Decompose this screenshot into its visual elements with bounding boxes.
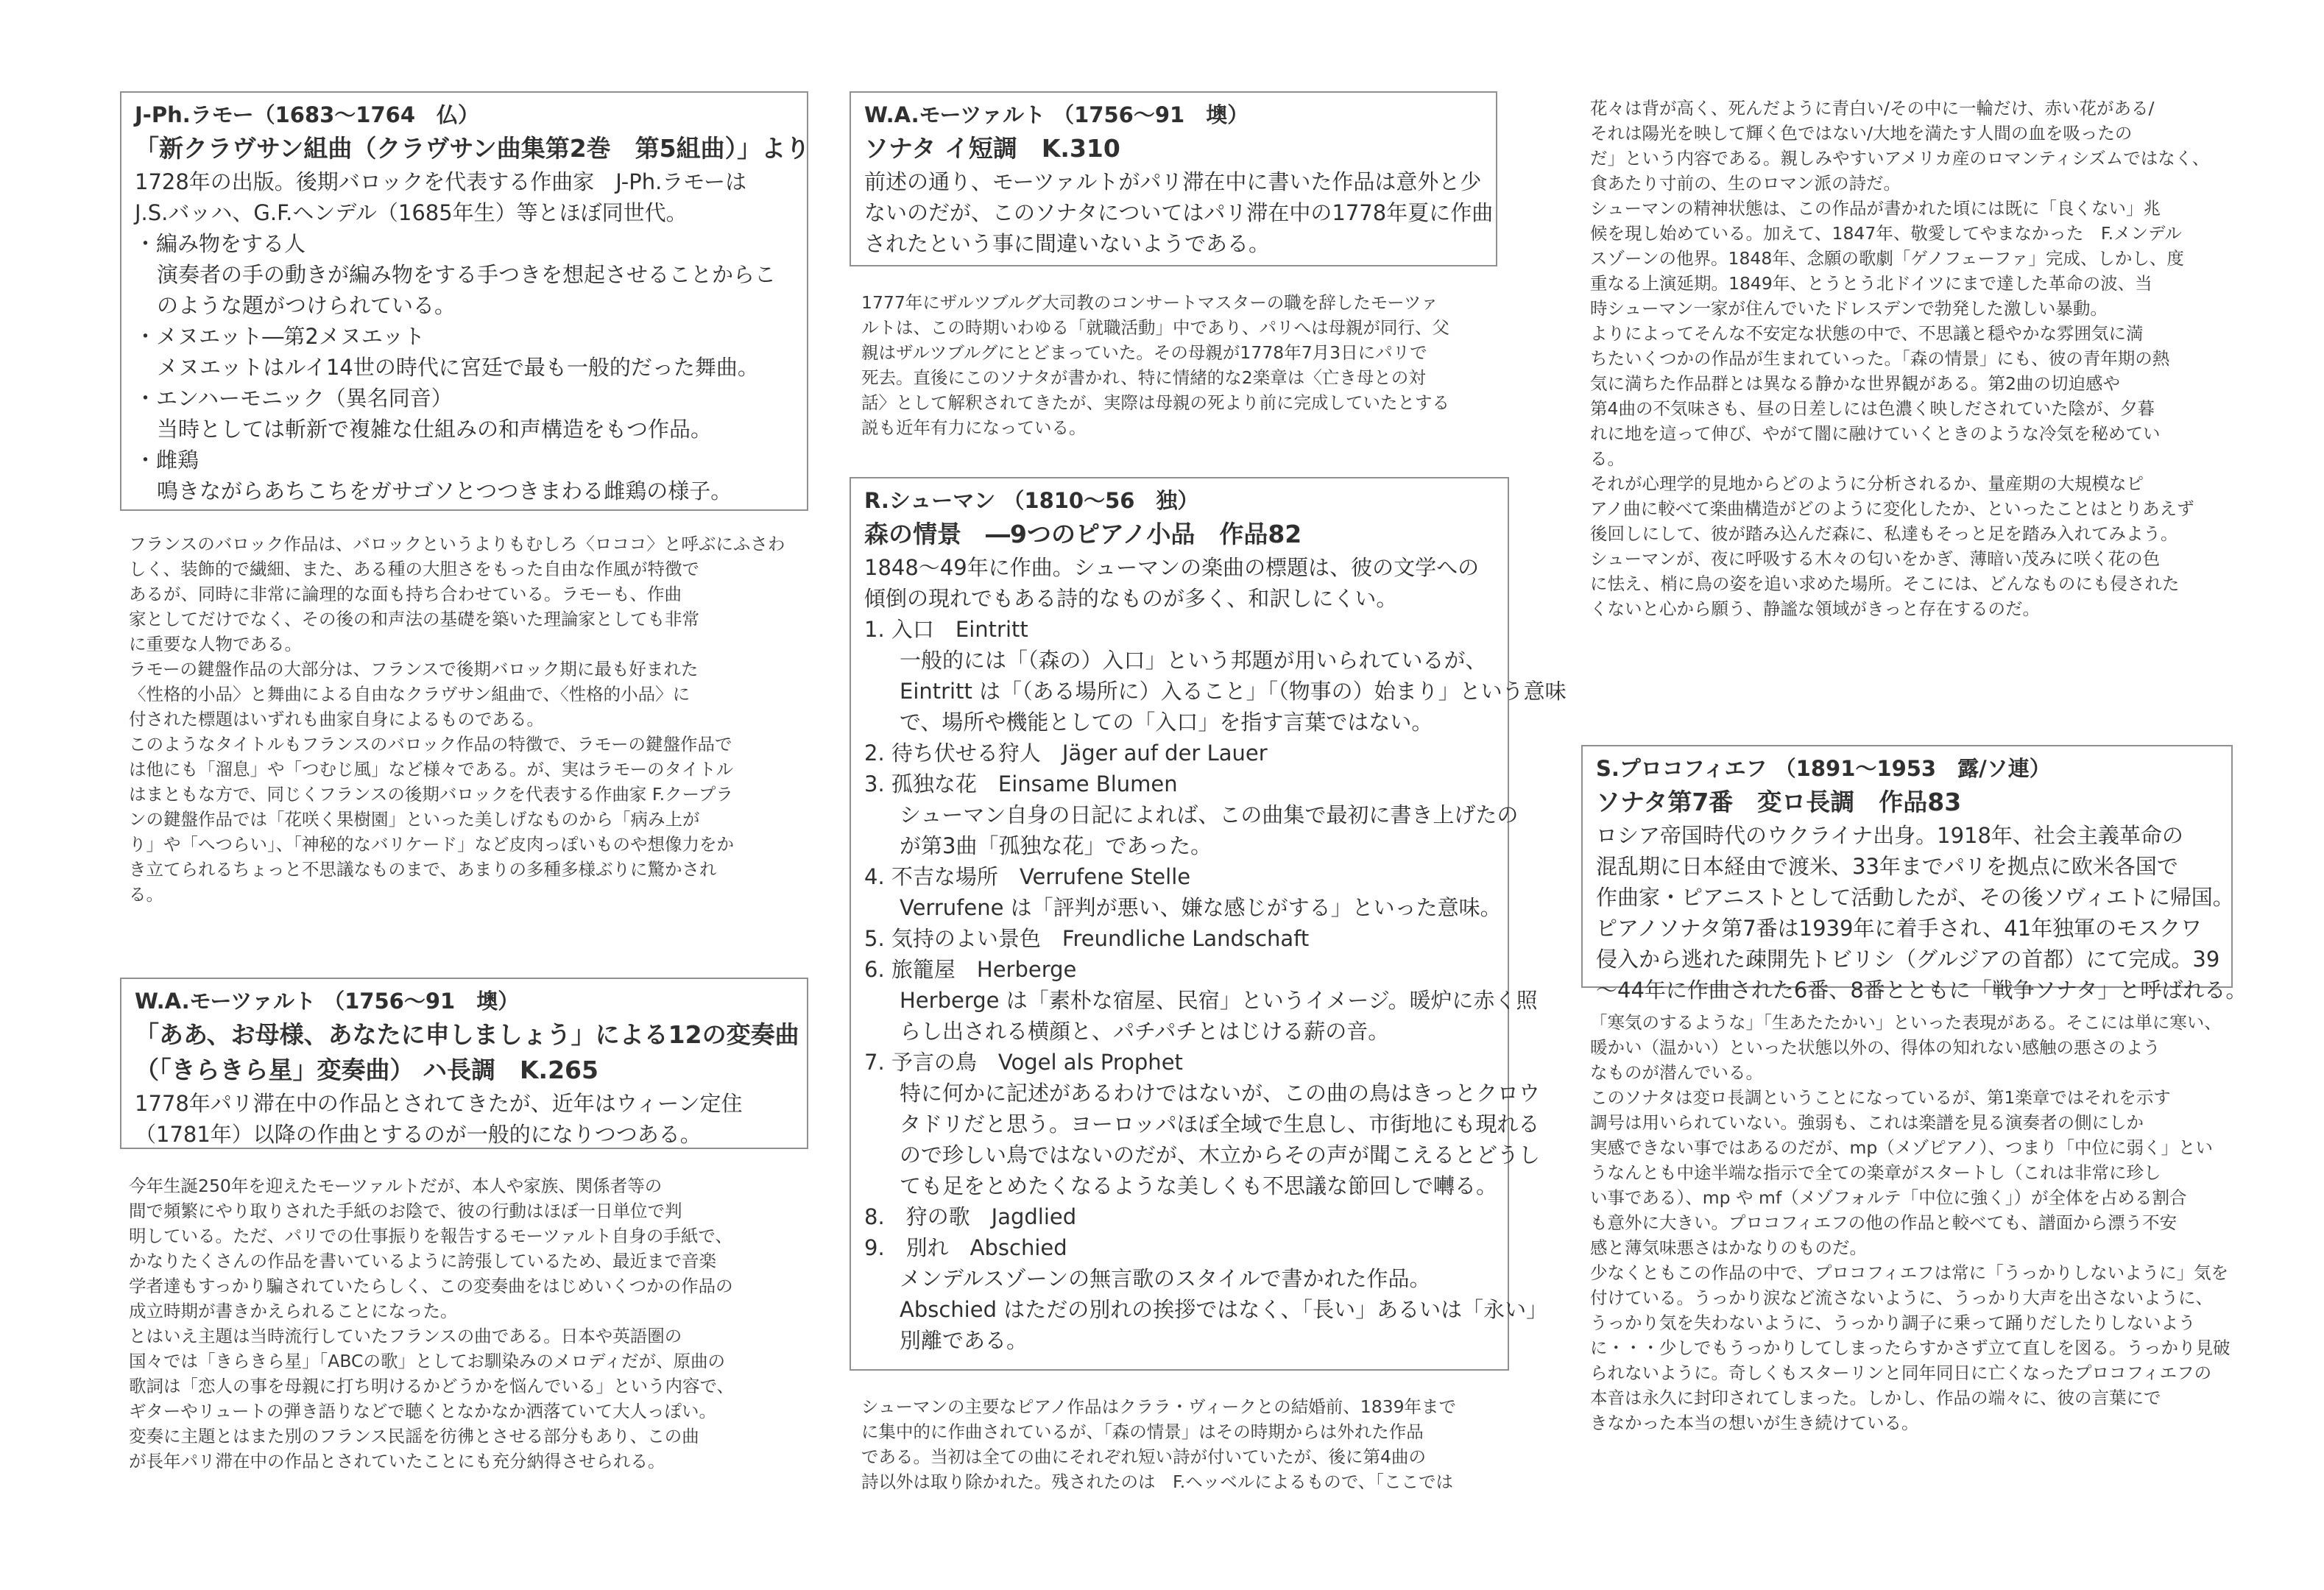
composer-header: J-Ph.ラモー（1683～1764 仏） [135,102,480,127]
note-line: 気に満ちた作品群とは異なる静かな世界観がある。第2曲の切迫感や [1590,373,2120,394]
prokofiev-box [1581,745,2247,1003]
note-line: それは陽光を映して輝く色ではない/大地を満たす人間の血を吸ったの [1590,123,2133,144]
intro-line: ピアノソナタ第7番は1939年に着手され、41年独軍のモスクワ [1596,916,2203,941]
note-line: このようなタイトルもフランスのバロック作品の特徴で、ラモーの鍵盤作品で [129,734,732,755]
composer-header: R.シューマン （1810～56 独） [864,488,1199,513]
note-line: 食あたり寸前の、生のロマン派の詩だ。 [1590,173,1901,194]
mozart-k265-box [120,978,808,1149]
piece-desc: ても足をとめたくなるような美しくも不思議な節回しで囀る。 [900,1173,1498,1198]
mozart-k265-note [129,1173,791,1474]
piece-desc: ので珍しい鳥ではないのだが、木立からその声が聞こえるとどうし [900,1142,1541,1167]
note-line: だ」という内容である。親しみやすいアメリカ産のロマンティシズムではなく、 [1590,148,2210,169]
note-line: シューマンの精神状態は、この作品が書かれた頃には既に「良くない」兆 [1590,198,2161,219]
intro-line: ～44年に作曲された6番、8番とともに「戦争ソナタ」と呼ばれる。 [1596,978,2247,1003]
piece-label: ・メヌエット―第2メヌエット [135,324,425,349]
note-line: が長年パリ滞在中の作品とされていたことにも充分納得させられる。 [129,1451,665,1471]
piece-label: ・編み物をする人 [135,231,306,256]
note-line: しく、装飾的で繊細、また、ある種の大胆さをもった自由な作風が特徴で [129,559,700,579]
note-line: 後回しにして、彼が踏み込んだ森に、私達もそっと足を踏み入れてみよう。 [1590,523,2178,544]
rameau-program-box [120,91,808,511]
schumann-note-continued [1590,96,2238,621]
note-line: に・・・少しでもうっかりしてしまったらすかさず立て直しを図る。うっかり見破 [1590,1338,2231,1358]
note-line: よりによってそんな不安定な状態の中で、不思議と穏やかな雰囲気に満 [1590,323,2144,344]
note-line: 今年生誕250年を迎えたモーツァルトだが、本人や家族、関係者等の [129,1176,663,1196]
piece-label: ・雌鶏 [135,448,199,473]
note-line: 付された標題はいずれも曲家自身によるものである。 [129,709,544,729]
note-line: 親はザルツブルグにとどまっていた。その母親が1778年7月3日にパリで [861,342,1427,363]
note-line: 少なくともこの作品の中で、プロコフィエフは常に「うっかりしないように」気を [1590,1262,2229,1283]
note-line: ラモーの鍵盤作品の大部分は、フランスで後期バロック期に最も好まれた [129,659,699,679]
note-line: 花々は背が高く、死んだように青白い/その中に一輪だけ、赤い花がある/ [1590,98,2155,119]
note-line: ルトは、この時期いわゆる「就職活動」中であり、パリへは母親が同行、父 [861,317,1449,338]
note-line: とはいえ主題は当時流行していたフランスの曲である。日本や英語圏の [129,1326,682,1346]
note-line: スゾーンの他界。1848年、念願の歌劇「ゲノフェーファ」完成、しかし、度 [1590,248,2184,269]
intro-line: されたという事に間違いないようである。 [864,231,1271,256]
piece-desc: Herberge は「素朴な宿屋、民宿」というイメージ。暖炉に赤く照 [900,988,1538,1013]
schumann-note [861,1394,1494,1494]
intro-line: J.S.バッハ、G.F.ヘンデル（1685年生）等とほぼ同世代。 [135,200,688,225]
piece-desc: で、場所や機能としての「入口」を指す言葉ではない。 [900,710,1433,735]
piece-label: 6. 旅籠屋 Herberge [864,957,1077,982]
note-line: 1777年にザルツブルグ大司教のコンサートマスターの職を辞したモーツァ [861,292,1438,313]
note-line: 第4曲の不気味さも、昼の日差しには色濃く映しだされていた陰が、夕暮 [1590,398,2155,419]
piece-desc: Verrufene は「評判が悪い、嫌な感じがする」といった意味。 [900,895,1502,920]
piece-desc: のような題がつけられている。 [157,293,456,318]
work-title: ソナタ イ短調 K.310 [864,134,1120,163]
piece-desc: Eintritt は「（ある場所に）入ること」「（物事の）始まり」という意味 [900,679,1567,704]
note-line: 〈性格的小品〉と舞曲による自由なクラヴサン組曲で、〈性格的小品〉に [129,684,691,704]
piece-label: 5. 気持のよい景色 Freundliche Landschaft [864,926,1310,951]
note-line: に集中的に作曲されているが、「森の情景」はその時期からは外れた作品 [861,1421,1424,1442]
note-line: き立てられるちょっと不思議なものまで、あまりの多種多様ぶりに驚かされ [129,859,717,880]
intro-line: （1781年）以降の作曲とするのが一般的になりつつある。 [135,1122,702,1147]
note-line: かなりたくさんの作品を書いているように誇張しているため、最近まで音楽 [129,1251,717,1271]
piece-label: 9. 別れ Abschied [864,1235,1067,1260]
piece-desc: シューマン自身の日記によれば、この曲集で最初に書き上げたの [900,802,1519,827]
piece-label: ・エンハーモニック（異名同音） [135,386,453,411]
intro-line: ないのだが、このソナタについてはパリ滞在中の1778年夏に作曲 [864,200,1494,225]
piece-desc: 演奏者の手の動きが編み物をする手つきを想起させることからこ [157,262,777,287]
note-line: 死去。直後にこのソナタが書かれ、特に情緒的な2楽章は〈亡き母との対 [861,367,1426,388]
note-line: 時シューマン一家が住んでいたドレスデンで勃発した激しい暴動。 [1590,298,2108,319]
work-title: 森の情景 ―9つのピアノ小品 作品82 [864,520,1302,548]
intro-line: 侵入から逃れた疎開先トビリシ（グルジアの首都）にて完成。39 [1596,947,2220,972]
note-line: それが心理学的見地からどのように分析されるか、量産期の大規模なピ [1590,473,2144,494]
note-line: 学者達もすっかり騙されていたらしく、この変奏曲をはじめいくつかの作品の [129,1276,733,1296]
piece-label: 3. 孤独な花 Einsame Blumen [864,771,1178,796]
mozart-k310-box [850,91,1497,266]
note-line: られないように。奇しくもスターリンと同年同日に亡くなったプロコフィエフの [1590,1363,2212,1383]
piece-label: 2. 待ち伏せる狩人 Jäger auf der Lauer [864,741,1268,766]
note-line: あるが、同時に非常に論理的な面も持ち合わせている。ラモーも、作曲 [129,584,682,604]
piece-desc: 当時としては斬新で複雑な仕組みの和声構造をもつ作品。 [157,417,713,442]
piece-desc: 特に何かに記述があるわけではないが、この曲の鳥はきっとクロウ [900,1081,1541,1106]
note-line: うっかり気を失わないように、うっかり調子に乗って踊りだしたりしないよう [1590,1312,2196,1333]
work-title: 「ああ、お母様、あなたに申しましょう」による12の変奏曲 [135,1020,799,1049]
note-line: も意外に大きい。プロコフィエフの他の作品と較べても、譜面から漂う不安 [1590,1212,2178,1233]
note-line: 実感できない事ではあるのだが、mp（メゾピアノ）、つまり「中位に弱く」とい [1590,1137,2213,1158]
piece-desc: 一般的には「（森の）入口」という邦題が用いられているが、 [900,648,1487,673]
intro-line: ロシア帝国時代のウクライナ出身。1918年、社会主義革命の [1596,823,2183,848]
note-line: は他にも「溜息」や「つむじ風」など様々である。が、実はラモーのタイトル [129,759,734,780]
intro-line: 1848～49年に作曲。シューマンの楽曲の標題は、彼の文学への [864,555,1480,580]
note-line: ンの鍵盤作品では「花咲く果樹園」といった美しげなものから「病み上が [129,809,700,830]
note-line: 明している。ただ、パリでの仕事振りを報告するモーツァルト自身の手紙で、 [129,1226,732,1246]
note-line: 成立時期が書きかえられることになった。 [129,1301,458,1321]
note-line: 「寒気のするような」「生あたたかい」といった表現がある。そこには単に寒い、 [1590,1012,2222,1033]
note-line: アノ曲に較べて楽曲構造がどのように変化したか、といったことはとりあえず [1590,498,2194,519]
piece-desc: らし出される横顔と、パチパチとはじける薪の音。 [900,1019,1390,1044]
intro-line: 前述の通り、モーツァルトがパリ滞在中に書いた作品は意外と少 [864,169,1482,194]
note-line: 重なる上演延期。1849年、とうとう北ドイツにまで達した革命の波、当 [1590,273,2152,294]
piece-desc: が第3曲「孤独な花」であった。 [900,833,1212,858]
work-title: ソナタ第7番 変ロ長調 作品83 [1596,788,1962,816]
note-line: フランスのバロック作品は、バロックというよりもむしろ〈ロココ〉と呼ぶにふさわ [129,534,785,554]
note-line: 付けている。うっかり涙など流さないように、うっかり大声を出さないように、 [1590,1287,2213,1308]
note-line: 歌詞は「恋人の事を母親に打ち明けるかどうかを悩んでいる」という内容で、 [129,1376,735,1396]
intro-line: 作曲家・ピアニストとして活動したが、その後ソヴィエトに帰国。 [1596,885,2234,910]
note-line: である。当初は全ての曲にそれぞれ短い詩が付いていたが、後に第4曲の [861,1446,1426,1467]
composer-header: W.A.モーツァルト （1756～91 墺） [864,102,1249,127]
piece-desc: メヌエットはルイ14世の時代に宮廷で最も一般的だった舞曲。 [157,355,759,380]
note-line: このソナタは変ロ長調ということになっているが、第1楽章ではそれを示す [1590,1087,2171,1108]
note-line: なものが潜んでいる。 [1590,1062,1763,1083]
intro-line: 1778年パリ滞在中の作品とされてきたが、近年はウィーン定住 [135,1091,743,1116]
note-line: シューマンが、夜に呼吸する木々の匂いをかぎ、薄暗い茂みに咲く花の色 [1590,548,2161,569]
note-line: 暖かい（温かい）といった状態以外の、得体の知れない感触の悪さのよう [1590,1037,2161,1058]
note-line: 変奏に主題とはまた別のフランス民謡を彷彿とさせる部分もあり、この曲 [129,1426,699,1446]
note-line: シューマンの主要なピアノ作品はクララ・ヴィークとの結婚前、1839年まで [861,1396,1457,1417]
piece-desc: 別離である。 [900,1328,1028,1353]
note-line: り」や「へつらい」、「神秘的なバリケード」など皮肉っぽいものや想像力をか [129,834,735,855]
piece-label: 4. 不吉な場所 Verrufene Stelle [864,864,1191,889]
note-line: くないと心から願う、静謐な領域がきっと存在するのだ。 [1590,598,2040,619]
rameau-note [129,531,791,907]
note-line: 話〉として解釈されてきたが、実際は母親の死より前に完成していたとする [861,392,1449,413]
note-line: い事である）、mp や mf（メゾフォルテ「中位に強く」）が全体を占める割合 [1590,1187,2187,1208]
note-line: 家としてだけでなく、その後の和声法の基礎を築いた理論家としても非常 [129,609,700,629]
note-line: る。 [129,884,163,905]
note-line: 感と薄気味悪さはかなりのものだ。 [1590,1237,1867,1258]
note-line: 間で頻繁にやり取りされた手紙のお陰で、彼の行動はほぼ一日単位で判 [129,1201,682,1221]
piece-desc: 鳴きながらあちこちをガサゴソとつつきまわる雌鶏の様子。 [157,478,732,504]
note-line: 国々では「きらきら星」「ABCの歌」としてお馴染みのメロディだが、原曲の [129,1351,726,1371]
composer-header: S.プロコフィエフ （1891～1953 露/ソ連） [1596,756,2051,781]
note-line: 説も近年有力になっている。 [861,417,1087,438]
note-line: はまともな方で、同じくフランスの後期バロックを代表する作曲家 F.クープラ [129,784,733,805]
work-title: 「新クラヴサン組曲（クラヴサン曲集第2巻 第5組曲）」より [135,134,810,163]
note-line: 本音は永久に封印されてしまった。しかし、作品の端々に、彼の言葉にで [1590,1388,2161,1408]
note-line: 候を現し始めている。加えて、1847年、敬愛してやまなかった F.メンデル [1590,223,2182,244]
note-line: 調号は用いられていない。強弱も、これは楽譜を見る演奏者の側にしか [1590,1112,2144,1133]
piece-label: 7. 予言の鳥 Vogel als Prophet [864,1050,1183,1075]
note-line: れに地を這って伸び、やがて闇に融けていくときのような冷気を秘めてい [1590,423,2161,444]
intro-line: 混乱期に日本経由で渡米、33年までパリを拠点に欧米各国で [1596,854,2178,879]
mozart-k310-note [861,290,1494,440]
schumann-box [850,477,1567,1371]
piece-desc: タドリだと思う。ヨーロッパほぼ全域で生息し、市街地にも現れる [900,1112,1540,1137]
composer-header: W.A.モーツァルト （1756～91 墺） [135,989,520,1014]
intro-line: 1728年の出版。後期バロックを代表する作曲家 J-Ph.ラモーは [135,169,747,194]
note-line: に重要な人物である。 [129,634,302,654]
piece-desc: Abschied はただの別れの挨拶ではなく、「長い」あるいは「永い」 [900,1297,1548,1322]
piece-label: 1. 入口 Eintritt [864,617,1028,642]
note-line: ギターやリュートの弾き語りなどで聴くとなかなか洒落ていて大人っぽい。 [129,1401,717,1421]
piece-label: 8. 狩の歌 Jagdlied [864,1204,1077,1229]
note-line: ちたいくつかの作品が生まれていった。「森の情景」にも、彼の青年期の熱 [1590,348,2170,369]
note-line: 詩以外は取り除かれた。残されたのは F.ヘッベルによるもので、「ここでは [861,1471,1453,1492]
piece-desc: メンデルスゾーンの無言歌のスタイルで書かれた作品。 [900,1266,1431,1291]
note-line: に怯え、梢に鳥の姿を追い求めた場所。そこには、どんなものにも侵された [1590,573,2180,594]
intro-line: 傾倒の現れでもある詩的なものが多く、和訳しにくい。 [864,586,1398,611]
work-title: （「きらきら星」変奏曲） ハ長調 K.265 [135,1056,598,1084]
prokofiev-note [1590,1010,2238,1435]
note-line: る。 [1590,448,1625,469]
note-line: きなかった本当の想いが生き続けている。 [1590,1413,1919,1433]
note-line: うなんとも中途半端な指示で全ての楽章がスタートし（これは非常に珍し [1590,1162,2161,1183]
